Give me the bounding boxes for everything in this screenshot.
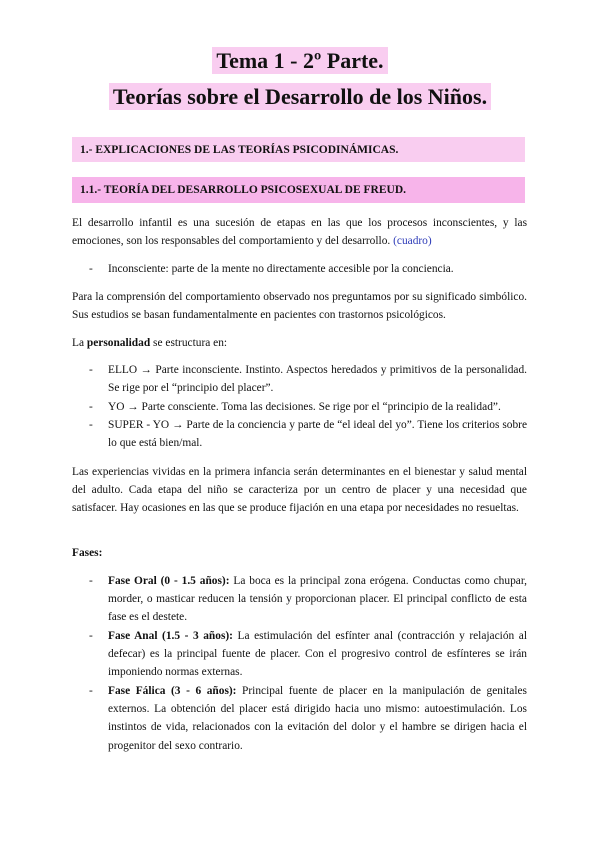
personality-prefix: La [72,337,85,349]
phase-description: La estimulación del esfínter anal (contracción y relajación al defecar) es la principal fuente de placer. Con el progresivo control de esfínteres se irán imponiendo normas externas. [108,630,527,679]
bullet-dash: - [89,263,93,275]
personality-bold: personalidad [86,337,151,349]
phase-anal [89,627,527,682]
phase-description: Principal fuente de placer en la manipulación de genitales externos. La obtención del placer está dirigido hacia uno mismo: autoestimulación. Los instintos de vida, relacionados con la evitación del dolor y el hambre se dirigen hacia el progenitor del sexo contrario. [108,685,527,752]
structure-bullet-text: YO → Parte consciente. Toma las decisiones. Se rige por el “principio de la realidad”. [108,401,501,413]
structure-bullet-superyo [89,416,527,452]
structure-bullet-text: ELLO → Parte inconsciente. Instinto. Aspectos heredados y primitivos de la personalidad. Se rige por el “principio del placer”. [108,364,527,395]
title-text-2: Teorías sobre el Desarrollo de los Niños. [109,83,491,110]
title-line-1 [0,48,600,74]
intro-text: El desarrollo infantil es una sucesión de etapas en las que los procesos inconscientes, y las emociones, son los responsables del comportamiento y del desarrollo. [72,217,527,248]
phase-description: La boca es la principal zona erógena. Conductas como chupar, morder, o masticar reducen la tensión y proporcionan placer. El principal conflicto de esta fase es el destete. [108,575,528,624]
phases-label [72,544,527,562]
unconscious-bullet-text: Inconsciente: parte de la mente no directamente accesible por la conciencia. [108,263,454,275]
bullet-dash: - [89,575,93,587]
bullet-dash: - [89,630,93,642]
bullet-dash: - [89,419,93,431]
personality-suffix: se estructura en: [153,337,228,349]
subsection-heading: 1.1.- TEORÍA DEL DESARROLLO PSICOSEXUAL DE FREUD. [72,177,525,203]
structure-bullet-text: SUPER - YO → Parte de la conciencia y parte de “el ideal del yo”. Tiene los criterios sobre lo que está bien/mal. [108,419,527,450]
comprehension-paragraph: Para la comprensión del comportamiento observado nos preguntamos por su significado simbólico. Sus estudios se basan fundamentalmente en pacientes con trastornos psicológicos. [72,291,527,322]
phase-name: Fase Oral (0 - 1.5 años): [108,575,230,587]
title-text-1: Tema 1 - 2º Parte. [212,47,387,74]
bullet-dash: - [89,401,93,413]
unconscious-bullet [89,260,527,278]
experiences-paragraph: Las experiencias vividas en la primera infancia serán determinantes en el bienestar y salud mental del adulto. Cada etapa del niño se caracteriza por un centro de placer y una necesidad que satisfacer. Hay ocasiones en las que se produce fijación en una etapa por necesidades no resueltas. [72,466,527,515]
title-line-2 [0,84,600,110]
phase-oral [89,572,527,627]
structure-bullet-ello [89,361,527,397]
phase-name: Fase Fálica (3 - 6 años): [108,685,237,697]
personality-paragraph [72,334,527,352]
bullet-dash: - [89,685,93,697]
intro-paragraph [72,214,527,250]
cuadro-link[interactable]: (cuadro) [393,235,432,248]
structure-bullet-yo [89,398,527,416]
section-heading: 1.- EXPLICACIONES DE LAS TEORÍAS PSICODINÁMICAS. [72,137,525,162]
phase-text [89,627,527,682]
phase-text [89,572,527,627]
phase-falica [89,682,527,755]
bullet-dash: - [89,364,93,376]
phases-label-text: Fases: [72,547,103,559]
phase-text [89,682,527,755]
phase-name: Fase Anal (1.5 - 3 años): [108,630,233,642]
